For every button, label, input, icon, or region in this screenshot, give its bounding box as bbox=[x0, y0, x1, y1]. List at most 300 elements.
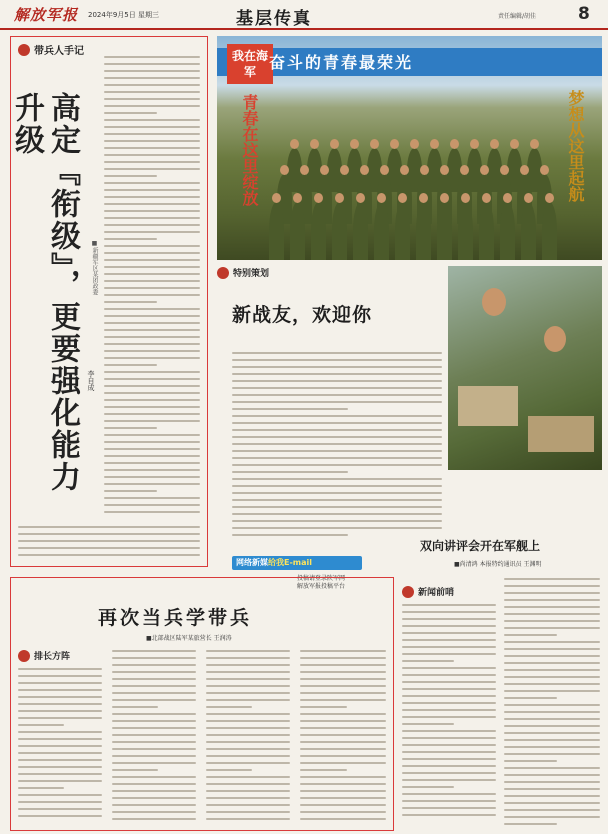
text-line bbox=[104, 406, 200, 408]
bottom-body-col-3 bbox=[206, 650, 290, 825]
text-line bbox=[504, 718, 600, 720]
soldier-figure bbox=[542, 202, 557, 260]
text-line bbox=[112, 678, 196, 680]
text-line bbox=[104, 448, 200, 450]
text-line bbox=[402, 688, 496, 690]
text-line bbox=[206, 650, 290, 652]
text-line bbox=[504, 753, 600, 755]
text-line bbox=[104, 105, 200, 107]
text-line bbox=[104, 343, 200, 345]
text-line bbox=[104, 322, 200, 324]
text-line bbox=[104, 441, 200, 443]
text-line bbox=[402, 716, 496, 718]
text-line bbox=[504, 781, 600, 783]
text-line bbox=[18, 794, 102, 796]
text-line bbox=[300, 706, 347, 708]
text-line bbox=[206, 804, 290, 806]
text-line bbox=[504, 641, 600, 643]
text-line bbox=[104, 476, 200, 478]
text-line bbox=[104, 434, 200, 436]
text-line bbox=[300, 650, 386, 652]
text-line bbox=[104, 462, 200, 464]
text-line bbox=[104, 357, 200, 359]
subscribe-line-2: 解放军报投稿平台 bbox=[297, 583, 346, 590]
text-line bbox=[18, 738, 102, 740]
text-line bbox=[18, 689, 102, 691]
text-line bbox=[504, 690, 600, 692]
text-line bbox=[206, 727, 290, 729]
news-headline: 双向讲评会开在军舰上 bbox=[420, 539, 541, 553]
text-line bbox=[504, 697, 557, 699]
text-line bbox=[112, 692, 196, 694]
text-line bbox=[112, 818, 196, 820]
text-line bbox=[402, 786, 454, 788]
text-line bbox=[232, 359, 442, 361]
subscribe-line-1: 投稿请登录陕军网 bbox=[297, 575, 346, 582]
text-line bbox=[504, 676, 600, 678]
text-line bbox=[300, 797, 386, 799]
bottom-feature-title: 再次当兵学带兵 bbox=[98, 607, 253, 629]
text-line bbox=[18, 703, 102, 705]
text-line bbox=[104, 287, 200, 289]
feature-header bbox=[217, 266, 269, 279]
text-line bbox=[504, 592, 600, 594]
text-line bbox=[300, 762, 386, 764]
text-line bbox=[206, 720, 290, 722]
text-line bbox=[504, 655, 600, 657]
news-front-header bbox=[402, 585, 454, 598]
text-line bbox=[104, 336, 200, 338]
text-line bbox=[206, 713, 290, 715]
text-line bbox=[300, 713, 386, 715]
text-line bbox=[232, 492, 442, 494]
text-line bbox=[232, 429, 442, 431]
text-line bbox=[504, 620, 600, 622]
text-line bbox=[206, 657, 290, 659]
feature-photo bbox=[448, 266, 602, 470]
text-line bbox=[104, 147, 200, 149]
commentary-column-header bbox=[18, 42, 84, 57]
text-line bbox=[504, 648, 600, 650]
text-line bbox=[300, 657, 386, 659]
text-line bbox=[206, 755, 290, 757]
text-line bbox=[402, 709, 496, 711]
text-line bbox=[504, 704, 600, 706]
text-line bbox=[18, 745, 102, 747]
text-line bbox=[206, 790, 290, 792]
news-body-col-2 bbox=[504, 578, 600, 830]
text-line bbox=[232, 520, 442, 522]
text-line bbox=[112, 790, 196, 792]
text-line bbox=[112, 671, 196, 673]
text-line bbox=[206, 734, 290, 736]
text-line bbox=[232, 436, 442, 438]
text-line bbox=[402, 653, 496, 655]
text-line bbox=[504, 711, 600, 713]
text-line bbox=[104, 420, 200, 422]
text-line bbox=[300, 769, 347, 771]
text-line bbox=[112, 685, 196, 687]
text-line bbox=[104, 203, 200, 205]
text-line bbox=[232, 443, 442, 445]
text-line bbox=[18, 675, 102, 677]
text-line bbox=[104, 196, 200, 198]
text-line bbox=[232, 506, 442, 508]
text-line bbox=[104, 266, 200, 268]
text-line bbox=[112, 699, 196, 701]
text-line bbox=[206, 678, 290, 680]
text-line bbox=[112, 664, 196, 666]
text-line bbox=[104, 63, 200, 65]
text-line bbox=[402, 814, 496, 816]
text-line bbox=[112, 776, 196, 778]
text-line bbox=[300, 671, 386, 673]
text-line bbox=[18, 533, 200, 535]
soldier-figure bbox=[479, 202, 494, 260]
feature-photo-object bbox=[458, 386, 518, 426]
text-line bbox=[402, 702, 496, 704]
text-line bbox=[504, 732, 600, 734]
soldier-figure bbox=[416, 202, 431, 260]
soldier-figure bbox=[395, 202, 410, 260]
text-line bbox=[104, 378, 200, 380]
text-line bbox=[206, 818, 290, 820]
text-line bbox=[104, 504, 200, 506]
text-line bbox=[18, 752, 102, 754]
text-line bbox=[104, 98, 200, 100]
text-line bbox=[402, 674, 496, 676]
text-line bbox=[104, 133, 200, 135]
column-marker-icon bbox=[18, 44, 30, 56]
text-line bbox=[232, 513, 442, 515]
text-line bbox=[232, 527, 442, 529]
text-line bbox=[18, 731, 102, 733]
text-line bbox=[18, 815, 102, 817]
text-line bbox=[232, 373, 442, 375]
text-line bbox=[504, 627, 600, 629]
newspaper-logo: 解放军报 bbox=[14, 6, 79, 24]
text-line bbox=[206, 762, 290, 764]
text-line bbox=[504, 669, 600, 671]
text-line bbox=[232, 471, 348, 473]
text-line bbox=[18, 801, 102, 803]
text-line bbox=[104, 399, 200, 401]
text-line bbox=[232, 394, 442, 396]
text-line bbox=[504, 683, 600, 685]
text-line bbox=[18, 724, 64, 726]
soldier-figure bbox=[353, 202, 368, 260]
text-line bbox=[18, 717, 102, 719]
text-line bbox=[300, 783, 386, 785]
bottom-feature-subhead bbox=[18, 649, 70, 662]
text-line bbox=[112, 769, 158, 771]
photo-banner-text: 奋斗的青春最荣光 bbox=[269, 53, 414, 72]
text-line bbox=[104, 140, 200, 142]
text-line bbox=[300, 811, 386, 813]
text-line bbox=[402, 807, 496, 809]
text-line bbox=[206, 685, 290, 687]
text-line bbox=[206, 783, 290, 785]
text-line bbox=[232, 380, 442, 382]
commentary-body-text bbox=[104, 56, 200, 518]
text-line bbox=[232, 450, 442, 452]
text-line bbox=[18, 787, 64, 789]
text-line bbox=[402, 751, 496, 753]
text-line bbox=[232, 422, 442, 424]
text-line bbox=[104, 413, 200, 415]
photo-slogan-right: 梦想从这里起航 bbox=[566, 90, 585, 202]
text-line bbox=[402, 779, 496, 781]
text-line bbox=[104, 427, 157, 429]
text-line bbox=[104, 168, 200, 170]
text-line bbox=[402, 723, 454, 725]
soldier-figure bbox=[458, 202, 473, 260]
text-line bbox=[402, 667, 496, 669]
subhead-marker-icon bbox=[18, 650, 30, 662]
photo-slogan-left: 青春在这里绽放 bbox=[240, 94, 259, 206]
column-label: 带兵人手记 bbox=[34, 46, 84, 57]
text-line bbox=[18, 540, 200, 542]
text-line bbox=[104, 280, 200, 282]
text-line bbox=[104, 77, 200, 79]
text-line bbox=[402, 632, 496, 634]
text-line bbox=[300, 685, 386, 687]
text-line bbox=[402, 625, 496, 627]
text-line bbox=[206, 776, 290, 778]
text-line bbox=[206, 769, 252, 771]
text-line bbox=[402, 695, 496, 697]
text-line bbox=[232, 408, 348, 410]
text-line bbox=[104, 308, 200, 310]
text-line bbox=[206, 741, 290, 743]
text-line bbox=[300, 804, 386, 806]
text-line bbox=[104, 490, 157, 492]
text-line bbox=[104, 350, 200, 352]
masthead bbox=[0, 0, 608, 30]
text-line bbox=[18, 526, 200, 528]
soldier-figure bbox=[500, 202, 515, 260]
text-line bbox=[104, 301, 157, 303]
text-line bbox=[300, 755, 386, 757]
text-line bbox=[112, 748, 196, 750]
text-line bbox=[18, 668, 102, 670]
news-front-marker-icon bbox=[402, 586, 414, 598]
text-line bbox=[402, 772, 496, 774]
text-line bbox=[206, 692, 290, 694]
text-line bbox=[504, 802, 600, 804]
commentary-author: 李自成 bbox=[87, 370, 95, 391]
text-line bbox=[300, 692, 386, 694]
text-line bbox=[504, 585, 600, 587]
text-line bbox=[402, 611, 496, 613]
text-line bbox=[232, 464, 442, 466]
text-line bbox=[206, 664, 290, 666]
feature-title: 新战友，欢迎你 bbox=[232, 304, 373, 326]
text-line bbox=[402, 660, 454, 662]
text-line bbox=[232, 415, 442, 417]
text-line bbox=[104, 364, 157, 366]
text-line bbox=[232, 387, 442, 389]
text-line bbox=[402, 639, 496, 641]
text-line bbox=[300, 818, 386, 820]
text-line bbox=[112, 706, 158, 708]
text-line bbox=[504, 760, 557, 762]
text-line bbox=[504, 578, 600, 580]
text-line bbox=[300, 790, 386, 792]
text-line bbox=[232, 457, 442, 459]
text-line bbox=[104, 238, 157, 240]
text-line bbox=[504, 809, 600, 811]
text-line bbox=[300, 734, 386, 736]
text-line bbox=[104, 455, 200, 457]
bottom-feature-byline: ■北部战区陆军某旅营长 王润涛 bbox=[146, 635, 232, 642]
editors-credit: 责任编辑/胡佳 bbox=[498, 13, 537, 20]
text-line bbox=[104, 497, 200, 499]
text-line bbox=[112, 727, 196, 729]
commentary-affiliation: ■新疆军区某团政委 bbox=[91, 240, 98, 295]
text-line bbox=[232, 478, 442, 480]
text-line bbox=[504, 795, 600, 797]
text-line bbox=[112, 755, 196, 757]
feature-photo-person bbox=[482, 288, 506, 316]
text-line bbox=[104, 483, 200, 485]
text-line bbox=[18, 554, 200, 556]
text-line bbox=[18, 780, 102, 782]
soldier-figure bbox=[521, 202, 536, 260]
email-banner-highlight: 给我E-mail bbox=[268, 558, 313, 567]
text-line bbox=[300, 776, 386, 778]
text-line bbox=[232, 499, 442, 501]
feature-label: 特别策划 bbox=[233, 269, 270, 279]
text-line bbox=[300, 678, 386, 680]
text-line bbox=[402, 681, 496, 683]
bottom-body-col-1 bbox=[18, 668, 102, 822]
text-line bbox=[18, 766, 102, 768]
text-line bbox=[232, 352, 442, 354]
text-line bbox=[300, 741, 386, 743]
text-line bbox=[18, 773, 102, 775]
text-line bbox=[104, 371, 200, 373]
text-line bbox=[402, 800, 496, 802]
feature-photo-person bbox=[544, 326, 566, 352]
text-line bbox=[112, 720, 196, 722]
text-line bbox=[504, 823, 557, 825]
text-line bbox=[402, 730, 496, 732]
text-line bbox=[18, 682, 102, 684]
text-line bbox=[402, 744, 496, 746]
text-line bbox=[402, 618, 496, 620]
text-line bbox=[504, 725, 600, 727]
text-line bbox=[18, 808, 102, 810]
soldier-figure bbox=[437, 202, 452, 260]
navy-badge: 我在海军 bbox=[227, 44, 273, 84]
text-line bbox=[104, 182, 200, 184]
text-line bbox=[402, 646, 496, 648]
news-body-col-1 bbox=[402, 604, 496, 821]
text-line bbox=[104, 392, 200, 394]
text-line bbox=[104, 511, 200, 513]
feature-body-text bbox=[232, 352, 442, 541]
text-line bbox=[112, 734, 196, 736]
recruits-photo bbox=[217, 36, 602, 260]
text-line bbox=[206, 797, 290, 799]
soldier-figure bbox=[290, 202, 305, 260]
soldier-figure bbox=[269, 202, 284, 260]
email-banner-prefix: 网络新媒 bbox=[236, 558, 268, 567]
text-line bbox=[112, 741, 196, 743]
text-line bbox=[504, 634, 557, 636]
soldier-figure bbox=[311, 202, 326, 260]
text-line bbox=[104, 154, 200, 156]
text-line bbox=[504, 788, 600, 790]
text-line bbox=[18, 759, 102, 761]
text-line bbox=[232, 401, 442, 403]
text-line bbox=[112, 650, 196, 652]
text-line bbox=[104, 231, 200, 233]
text-line bbox=[504, 746, 600, 748]
text-line bbox=[104, 329, 200, 331]
text-line bbox=[300, 748, 386, 750]
text-line bbox=[104, 112, 157, 114]
text-line bbox=[104, 126, 200, 128]
text-line bbox=[206, 811, 290, 813]
text-line bbox=[112, 811, 196, 813]
text-line bbox=[18, 547, 200, 549]
dateline: 2024年9月5日 星期三 bbox=[88, 11, 159, 19]
text-line bbox=[504, 774, 600, 776]
text-line bbox=[104, 469, 200, 471]
text-line bbox=[104, 119, 200, 121]
commentary-body-text-lower bbox=[18, 526, 200, 561]
text-line bbox=[232, 366, 442, 368]
text-line bbox=[112, 783, 196, 785]
text-line bbox=[112, 762, 196, 764]
text-line bbox=[504, 599, 600, 601]
soldier-figure bbox=[332, 202, 347, 260]
bottom-body-col-4 bbox=[300, 650, 386, 825]
text-line bbox=[104, 259, 200, 261]
text-line bbox=[300, 664, 386, 666]
text-line bbox=[104, 315, 200, 317]
text-line bbox=[104, 385, 200, 387]
text-line bbox=[504, 739, 600, 741]
text-line bbox=[402, 793, 496, 795]
text-line bbox=[504, 613, 600, 615]
feature-photo-object bbox=[528, 416, 594, 452]
text-line bbox=[300, 699, 386, 701]
text-line bbox=[104, 294, 200, 296]
page-number: 8 bbox=[578, 4, 590, 24]
text-line bbox=[104, 210, 200, 212]
soldier-figure bbox=[374, 202, 389, 260]
text-line bbox=[104, 161, 200, 163]
text-line bbox=[504, 606, 600, 608]
text-line bbox=[232, 485, 442, 487]
text-line bbox=[402, 737, 496, 739]
text-line bbox=[300, 727, 386, 729]
text-line bbox=[104, 224, 200, 226]
text-line bbox=[112, 797, 196, 799]
text-line bbox=[104, 70, 200, 72]
text-line bbox=[104, 217, 200, 219]
text-line bbox=[104, 252, 200, 254]
commentary-headline: 高定『衔级』，更要强化能力升级 bbox=[9, 92, 80, 493]
news-byline: ■尚清鸿 本报特约通讯员 王渊明 bbox=[454, 561, 542, 568]
text-line bbox=[504, 767, 600, 769]
text-line bbox=[402, 765, 496, 767]
text-line bbox=[206, 699, 290, 701]
text-line bbox=[104, 189, 200, 191]
